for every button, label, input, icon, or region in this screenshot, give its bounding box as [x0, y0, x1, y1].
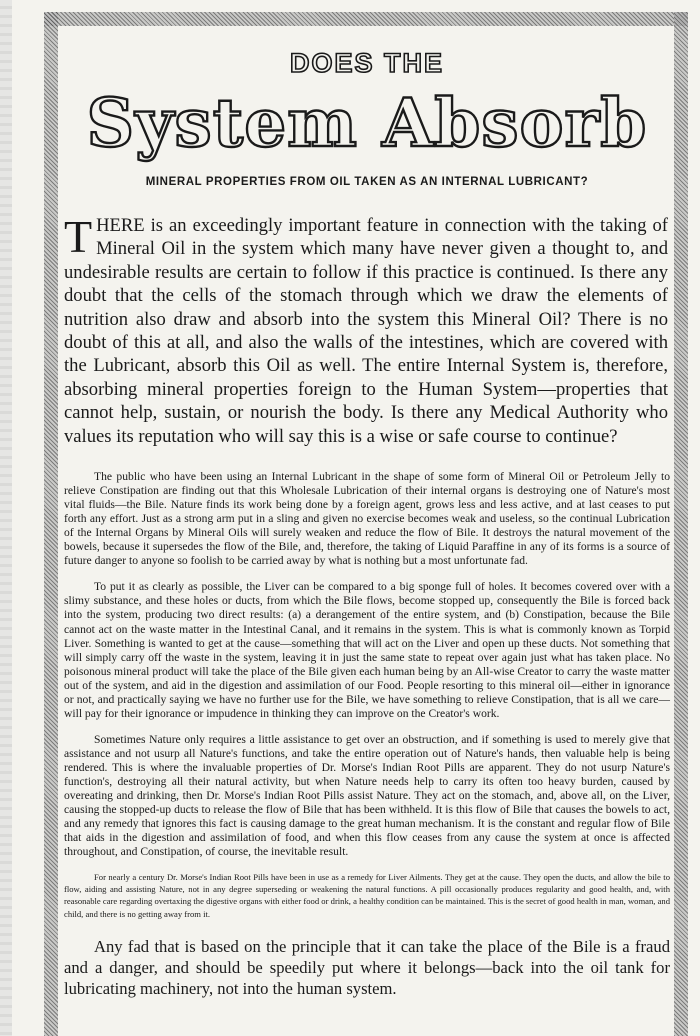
- body-paragraph-2: To put it as clearly as possible, the Liver can be compared to a big sponge full of holes. It becomes covered over with a slimy substance, and these holes or ducts, from which the Bile flows, become stopped up, consequently the Bile is forced back into the system, producing two direct results: (a) a derangement of the entire system, and (b) Constipation, because the Bile cannot act on the waste matter in the Intestinal Canal, and it remains in the system. This is what is commonly known as Torpid Liver. Something is wanted to get at the cause—something that will act on the Liver and open up these ducts. Not something that will simply carry off the waste in the system, leaving it in just the same state to repeat over again just what has taken place. No poisonous mineral product will take the place of the Bile given each human being by an All-wise Creator to carry the waste matter out of the system, and aid in the digestion and assimilation of our Food. People resorting to this mineral oil—either in ignorance or not, and practically saying we have no further use for the Bile, we have something to relieve Constipation, that is all we care—will pay for their ignorance or impudence in thinking they can improve on the Creator's work.: [64, 580, 670, 720]
- kicker-heading: DOES THE: [289, 48, 445, 78]
- body-paragraph-1: The public who have been using an Internal Lubricant in the shape of some form of Mineral Oil or Petroleum Jelly to relieve Constipation are finding out that this Wholesale Lubrication of their internal organs is destroying one of Nature's most vital fluids—the Bile. Nature finds its work being done by a foreign agent, grows less and less active, and at last ceases to put forth any effort. Just as a strong arm put in a sling and given no exercise becomes weak and useless, so the continual Lubrication of the Internal Organs by Mineral Oils will surely weaken and reduce the flow of Bile. It destroys the natural movement of the bowels, because it supersedes the flow of the Bile, and, therefore, the taking of Liquid Paraffine in any of its forms is a source of future danger to anyone so foolish to be carried away by what is nothing but a most unfortunate fad.: [64, 470, 670, 568]
- small-print-paragraph: For nearly a century Dr. Morse's Indian Root Pills have been in use as a remedy for Liver Ailments. They get at the cause. They open the ducts, and allow the bile to flow, aiding and assisting Nature, not in any degree superseding or weakening the natural functions. A pill occasionally produces regularity and good health, and, with reasonable care regarding overtaxing the digestive organs with either food or drink, a healthy condition can be maintained. This is the secret of good health in man, woman, and child, and there is no getting away from it.: [64, 872, 670, 919]
- lead-text: HERE is an exceedingly important feature in connection with the taking of Mineral Oil in the system which many have never given a thought to, and undesirable results are certain to follow if this practice is continued. Is there any doubt that the cells of the stomach through which we draw the elements of nutrition also draw and absorb into the system this Mineral Oil? There is no doubt of this at all, and also the walls of the intestines, which are covered with the Lubricant, absorb this Oil as well. The entire Internal System is, therefore, absorbing mineral properties foreign to the Human System—properties that cannot help, sustain, or nourish the body. Is there any Medical Authority who values its reputation who will say this is a wise or safe course to continue?: [64, 215, 668, 447]
- drop-cap: T: [64, 211, 93, 262]
- ad-border-top: [44, 12, 688, 26]
- scan-edge-strip: [0, 0, 12, 1036]
- headline: System Absorb: [86, 84, 648, 162]
- subheading: MINERAL PROPERTIES FROM OIL TAKEN AS AN INTERNAL LUBRICANT?: [145, 176, 589, 188]
- advertisement: [64, 30, 670, 1015]
- ad-border-right: [674, 12, 688, 1036]
- body-paragraph-3: Sometimes Nature only requires a little assistance to get over an obstruction, and if something is used to merely give that assistance and not usurp all Nature's functions, and take the entire operation out of Nature's hands, then valuable help is being rendered. This is where the invaluable properties of Dr. Morse's Indian Root Pills are apparent. They do not usurp Nature's function's, destroying all their natural activity, but when Nature needs help to carry its often too heavy burden, caused by overeating and drinking, then Dr. Morse's Indian Root Pills assist Nature. They act on the stomach, and, above all, on the Liver, causing the stopped-up ducts to release the flow of Bile that has been withheld. It is this flow of Bile that causes the bowels to act, and any remedy that ignores this fact is causing damage to the great human mechanism. It is the constant and regular flow of Bile that aids in the digestion and assimilation of food, and when this flow ceases from any cause the system at once is affected throughout, and Constipation, of course, the inevitable result.: [64, 732, 670, 859]
- ad-border-left: [44, 12, 58, 1036]
- lead-paragraph: [64, 211, 668, 448]
- closing-paragraph: Any fad that is based on the principle that it can take the place of the Bile is a fraud and a danger, and should be speedily put where it belongs—back into the oil tank for lubricating machinery, not into the human system.: [64, 936, 670, 998]
